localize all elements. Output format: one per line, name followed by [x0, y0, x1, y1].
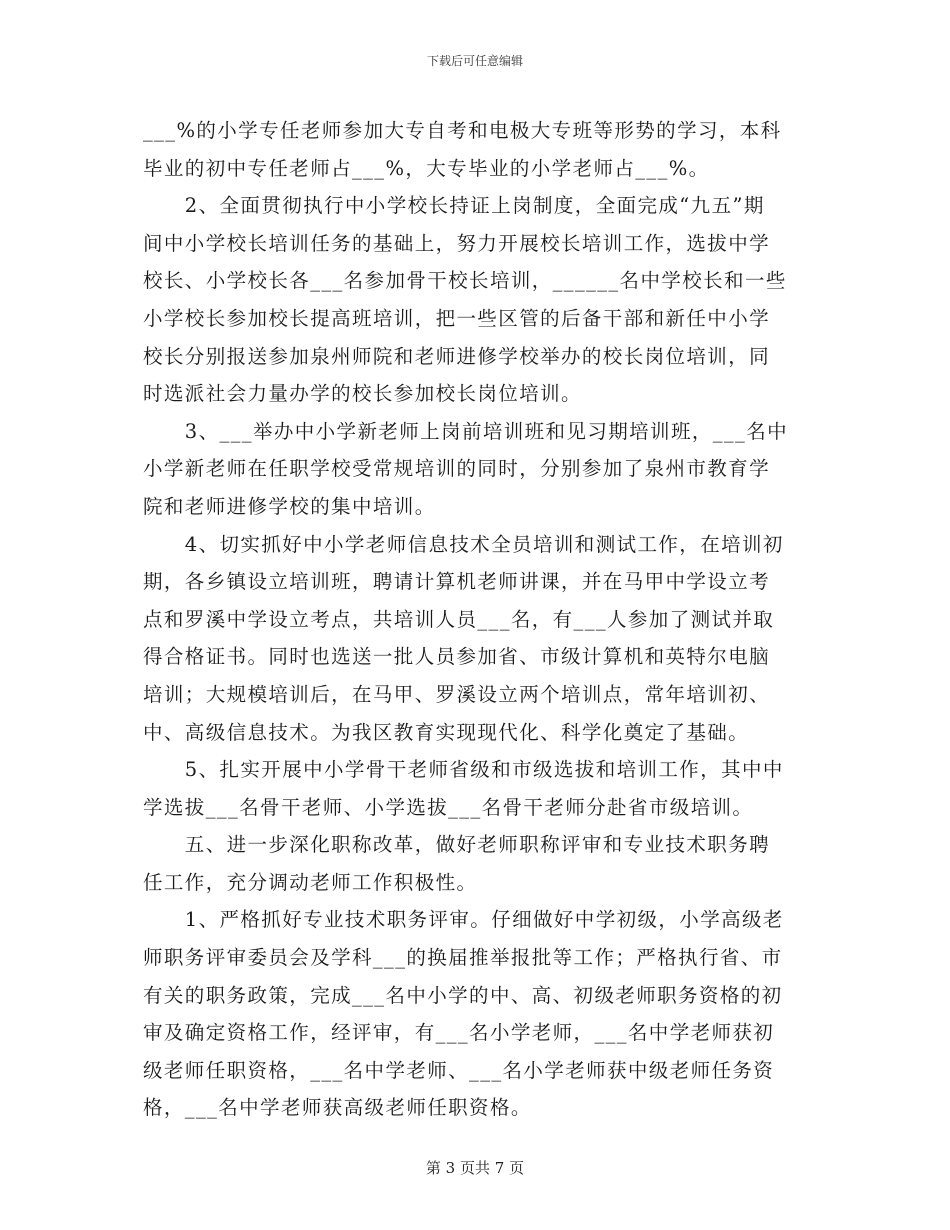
paragraph — [143, 526, 810, 752]
paragraph — [143, 187, 810, 413]
page-header: 下载后可任意编辑 — [426, 54, 523, 68]
page-footer: 第 3 页共 7 页 — [425, 1159, 525, 1177]
text-line: 有关的职务政策，完成___名中小学的中、高、初级老师职务资格的初 — [143, 983, 783, 1007]
text-line: 级老师任职资格，___名中学老师、___名小学老师获中级老师任务资 — [143, 1058, 775, 1082]
paragraph — [143, 112, 810, 187]
text-line: 4、切实抓好中小学老师信息技术全员培训和测试工作，在培训初 — [143, 532, 784, 556]
text-line: 毕业的初中专任老师占___%，大专毕业的小学老师占___%。 — [143, 156, 710, 180]
text-line: 五、进一步深化职称改革，做好老师职称评审和专业技术职务聘 — [143, 833, 771, 857]
text-line: 点和罗溪中学设立考点，共培训人员___名，有___人参加了测试并取 — [143, 607, 775, 631]
text-line: 2、全面贯彻执行中小学校长持证上岗制度，全面完成“九五”期 — [143, 194, 765, 218]
text-line: 期，各乡镇设立培训班，聘请计算机老师讲课，并在马甲中学设立考 — [143, 570, 771, 594]
text-line: 得合格证书。同时也选送一批人员参加省、市级计算机和英特尔电脑 — [143, 645, 771, 669]
text-line: 校长分别报送参加泉州师院和老师进修学校举办的校长岗位培训，同 — [143, 344, 771, 368]
text-line: 任工作，充分调动老师工作积极性。 — [143, 870, 478, 894]
paragraph — [143, 826, 810, 901]
paragraph — [143, 901, 810, 1127]
text-line: ___%的小学专任老师参加大专自考和电极大专班等形势的学习，本科 — [143, 119, 782, 142]
text-line: 培训；大规模培训后，在马甲、罗溪设立两个培训点，常年培训初、 — [143, 682, 771, 706]
text-line: 小学新老师在任职学校受常规培训的同时，分别参加了泉州市教育学 — [143, 457, 771, 481]
text-line: 格，___名中学老师获高级老师任职资格。 — [143, 1096, 532, 1120]
text-line: 1、严格抓好专业技术职务评审。仔细做好中学初级，小学高级老 — [143, 908, 784, 932]
text-line: 学选拔___名骨干老师、小学选拔___名骨干老师分赴省市级培训。 — [143, 795, 754, 819]
text-line: 院和老师进修学校的集中培训。 — [143, 494, 436, 518]
text-line: 时选派社会力量办学的校长参加校长岗位培训。 — [143, 382, 582, 406]
text-line: 师职务评审委员会及学科___的换届推举报批等工作；严格执行省、市 — [143, 946, 783, 970]
text-line: 小学校长参加校长提高班培训，把一些区管的后备干部和新任中小学 — [143, 306, 771, 330]
text-line: 间中小学校长培训任务的基础上，努力开展校长培训工作，选拔中学 — [143, 231, 771, 255]
text-line: 审及确定资格工作，经评审，有___名小学老师，___名中学老师获初 — [143, 1021, 775, 1045]
text-line: 中、高级信息技术。为我区教育实现现代化、科学化奠定了基础。 — [143, 720, 750, 744]
document-body — [143, 112, 810, 1127]
text-line: 5、扎实开展中小学骨干老师省级和市级选拔和培训工作，其中中 — [143, 758, 784, 782]
text-line: 3、___举办中小学新老师上岗前培训班和见习期培训班，___名中 — [143, 419, 789, 443]
paragraph — [143, 413, 810, 526]
paragraph — [143, 751, 810, 826]
text-line: 校长、小学校长各___名参加骨干校长培训，______名中学校长和一些 — [143, 269, 787, 293]
